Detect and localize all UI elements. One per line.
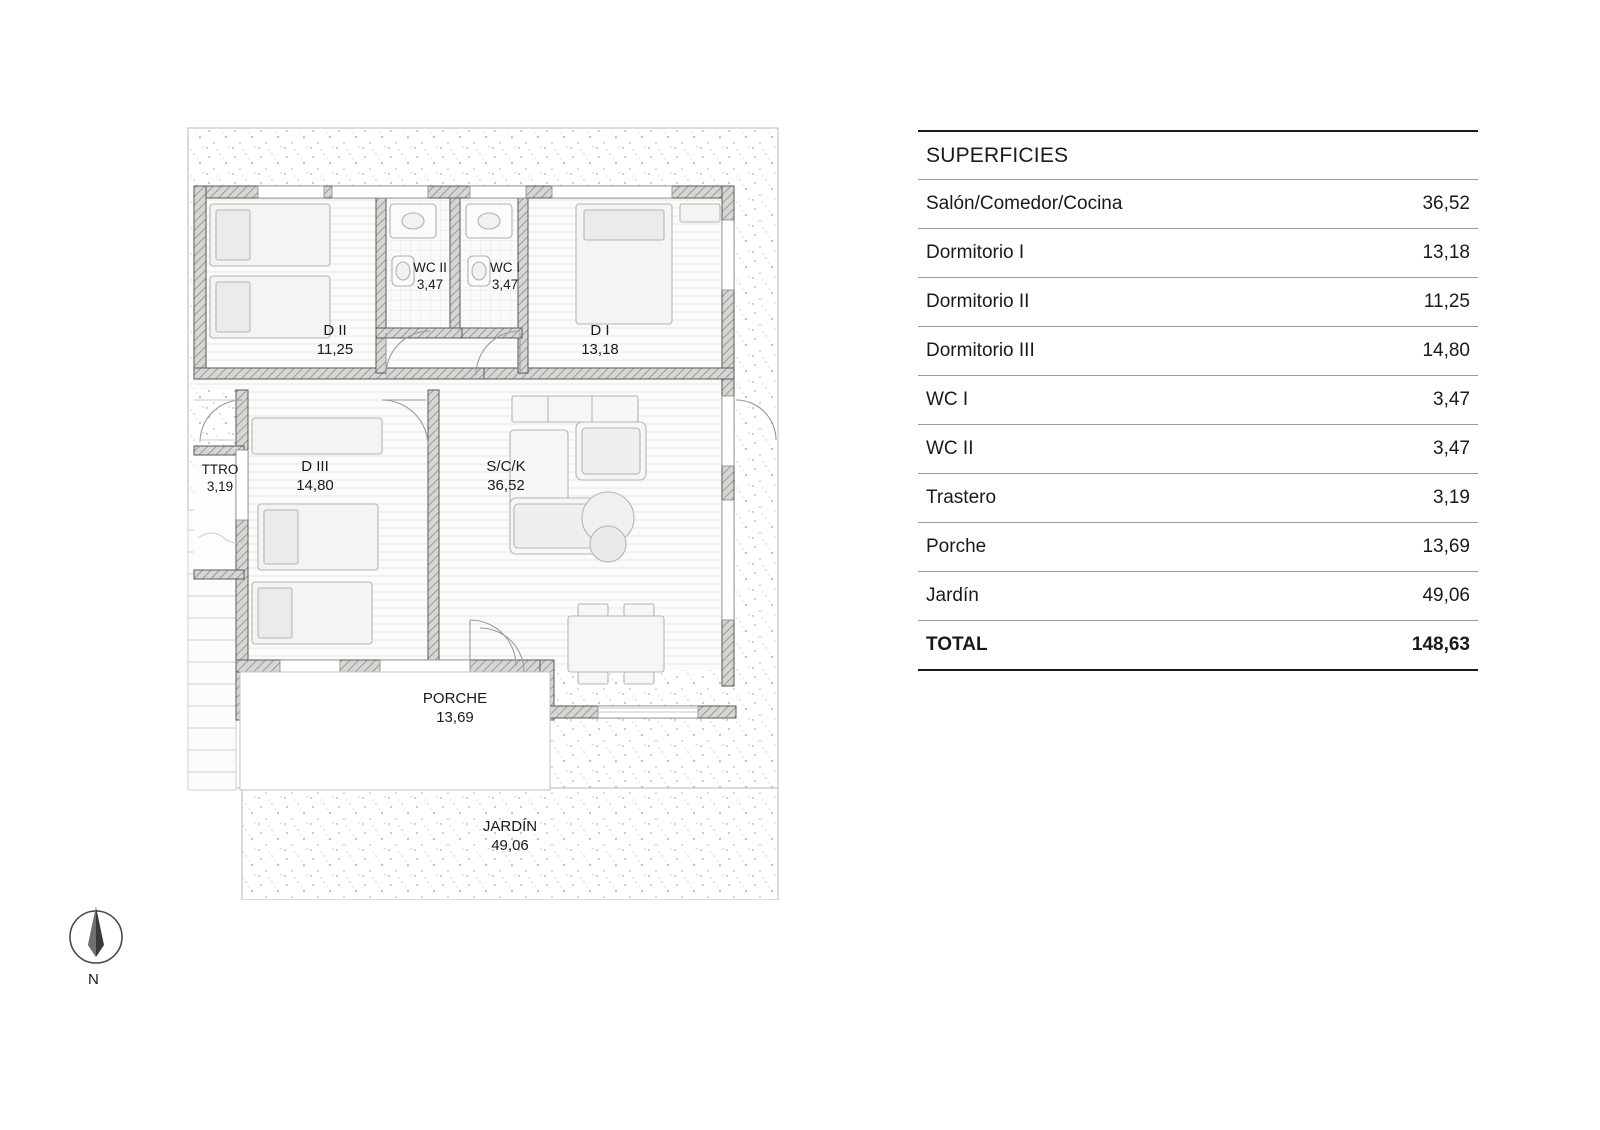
row-value: 3,47 bbox=[1330, 376, 1478, 425]
surfaces-title: SUPERFICIES bbox=[918, 131, 1478, 180]
room-name: TTRO bbox=[201, 462, 239, 477]
row-label: WC II bbox=[918, 425, 1330, 474]
room-name: JARDÍN bbox=[482, 818, 538, 835]
row-value: 49,06 bbox=[1330, 572, 1478, 621]
row-value: 11,25 bbox=[1330, 278, 1478, 327]
row-label: Porche bbox=[918, 523, 1330, 572]
room-name: D III bbox=[301, 458, 329, 475]
floor-plan bbox=[180, 100, 840, 900]
surfaces-title-row bbox=[918, 131, 1478, 180]
room-name: D I bbox=[590, 322, 610, 339]
compass bbox=[62, 905, 142, 1000]
row-value: 13,69 bbox=[1330, 523, 1478, 572]
floor-plan-drawing bbox=[180, 100, 840, 900]
total-value: 148,63 bbox=[1330, 621, 1478, 671]
row-label: WC I bbox=[918, 376, 1330, 425]
room-area: 13,18 bbox=[581, 340, 619, 358]
table-row bbox=[918, 180, 1478, 229]
room-area: 36,52 bbox=[487, 476, 525, 494]
table-row bbox=[918, 572, 1478, 621]
room-area: 3,47 bbox=[416, 276, 444, 292]
room-name: S/C/K bbox=[486, 458, 526, 475]
room-name: WC II bbox=[413, 260, 447, 275]
room-area: 49,06 bbox=[491, 836, 529, 854]
table-row bbox=[918, 523, 1478, 572]
table-row bbox=[918, 229, 1478, 278]
room-name: D II bbox=[323, 322, 347, 339]
table-row bbox=[918, 376, 1478, 425]
row-label: Dormitorio II bbox=[918, 278, 1330, 327]
row-label: Salón/Comedor/Cocina bbox=[918, 180, 1330, 229]
furniture-d3 bbox=[252, 418, 382, 644]
row-label: Jardín bbox=[918, 572, 1330, 621]
row-value: 3,19 bbox=[1330, 474, 1478, 523]
room-name: PORCHE bbox=[422, 690, 488, 707]
row-label: Dormitorio I bbox=[918, 229, 1330, 278]
compass-rose-icon bbox=[62, 905, 142, 975]
row-label: Dormitorio III bbox=[918, 327, 1330, 376]
porch-outline bbox=[240, 672, 550, 790]
room-area: 3,19 bbox=[206, 478, 234, 494]
room-area: 3,47 bbox=[491, 276, 519, 292]
table-row bbox=[918, 425, 1478, 474]
room-name: WC I bbox=[490, 260, 520, 275]
total-label: TOTAL bbox=[918, 621, 1330, 671]
surfaces-table bbox=[918, 130, 1478, 671]
table-row bbox=[918, 327, 1478, 376]
row-value: 36,52 bbox=[1330, 180, 1478, 229]
room-area: 11,25 bbox=[316, 340, 354, 358]
room-area: 13,69 bbox=[436, 708, 474, 726]
table-row-total bbox=[918, 621, 1478, 671]
row-value: 13,18 bbox=[1330, 229, 1478, 278]
compass-north-label: N bbox=[88, 971, 99, 988]
row-value: 3,47 bbox=[1330, 425, 1478, 474]
row-value: 14,80 bbox=[1330, 327, 1478, 376]
row-label: Trastero bbox=[918, 474, 1330, 523]
table-row bbox=[918, 474, 1478, 523]
table-row bbox=[918, 278, 1478, 327]
room-area: 14,80 bbox=[296, 476, 334, 494]
